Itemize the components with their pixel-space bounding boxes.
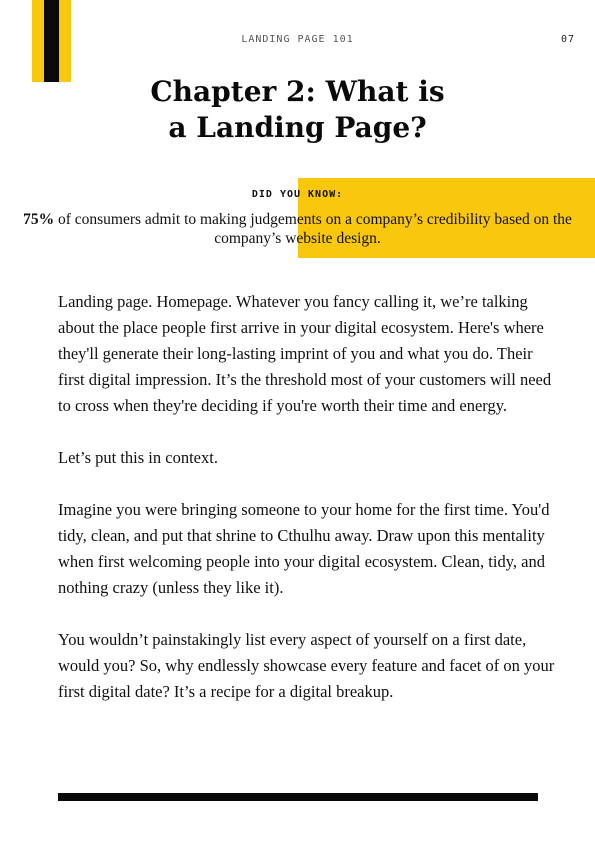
- fact-sentence: of consumers admit to making judgements on a company’s credibility based on the company’s website design.: [54, 211, 572, 247]
- fact-stat: 75%: [23, 211, 55, 228]
- body-paragraph: Landing page. Homepage. Whatever you fancy calling it, we’re talking about the place people first arrive in your digital ecosystem. Here's where they'll generate their long-lasting imprint of you and what you do. Their first digital impression. It’s the threshold most of your customers will need to cross when they're deciding if you're worth their time and energy.: [58, 292, 552, 415]
- fact-text: [20, 210, 575, 248]
- page-number: 07: [560, 34, 575, 45]
- chapter-title-line-1: Chapter 2: What is: [150, 75, 445, 108]
- body-paragraph: You wouldn’t painstakingly list every aspect of yourself on a first date, would you? So, why endlessly showcase every feature and facet of on your first digital date? It’s a recipe for a digital breakup.: [58, 630, 555, 701]
- body-paragraph: Let’s put this in context.: [58, 448, 218, 467]
- body-paragraph: Imagine you were bringing someone to your home for the first time. You'd tidy, clean, and put that shrine to Cthulhu away. Draw upon this mentality when first welcoming people into your digital ecosystem. Clean, tidy, and nothing crazy (unless they like it).: [58, 500, 550, 597]
- running-head: LANDING PAGE 101: [241, 34, 354, 45]
- footer-rule: [58, 793, 538, 801]
- fact-label: DID YOU KNOW:: [251, 189, 344, 200]
- body-copy: [58, 289, 558, 731]
- chapter-title-line-2: a Landing Page?: [168, 111, 427, 144]
- chapter-title: [0, 74, 595, 146]
